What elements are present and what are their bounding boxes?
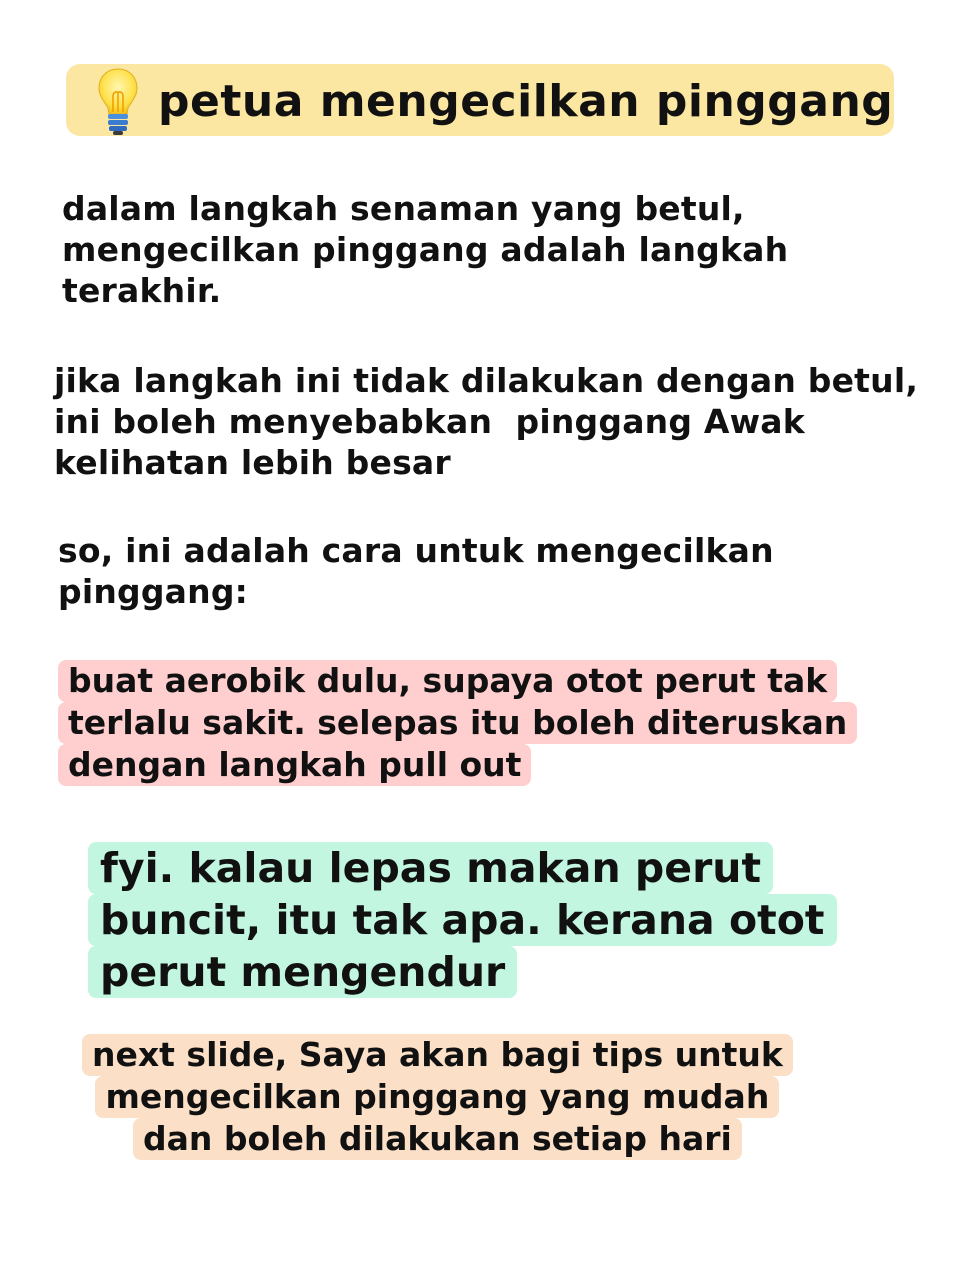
next-slide-highlight-peach bbox=[82, 1034, 793, 1160]
text-line: so, ini adalah cara untuk mengecilkan bbox=[58, 531, 774, 570]
text-line: mengecilkan pinggang adalah langkah bbox=[62, 230, 789, 269]
paragraph-warning bbox=[54, 360, 918, 483]
highlight-line: dan boleh dilakukan setiap hari bbox=[133, 1118, 742, 1160]
highlight-line: dengan langkah pull out bbox=[58, 744, 531, 786]
highlight-line: perut mengendur bbox=[88, 946, 517, 998]
paragraph-howto bbox=[58, 530, 774, 612]
highlight-line: fyi. kalau lepas makan perut bbox=[88, 842, 773, 894]
highlight-line: next slide, Saya akan bagi tips untuk bbox=[82, 1034, 793, 1076]
page-title: petua mengecilkan pinggang bbox=[158, 76, 894, 127]
lightbulb-icon bbox=[96, 66, 140, 136]
text-line: jika langkah ini tidak dilakukan dengan betul, bbox=[54, 361, 919, 400]
paragraph-intro bbox=[62, 188, 788, 311]
highlight-line: buncit, itu tak apa. kerana otot bbox=[88, 894, 837, 946]
highlight-line: mengecilkan pinggang yang mudah bbox=[95, 1076, 779, 1118]
text-line: pinggang: bbox=[58, 572, 249, 611]
note-highlight-mint bbox=[88, 842, 837, 998]
tip-highlight-pink bbox=[58, 660, 857, 786]
highlight-line: buat aerobik dulu, supaya otot perut tak bbox=[58, 660, 837, 702]
highlight-line: terlalu sakit. selepas itu boleh diteruskan bbox=[58, 702, 857, 744]
text-line: kelihatan lebih besar bbox=[54, 443, 451, 482]
text-line: dalam langkah senaman yang betul, bbox=[62, 189, 745, 228]
text-line: terakhir. bbox=[62, 271, 222, 310]
text-line: ini boleh menyebabkan pinggang Awak bbox=[54, 402, 805, 441]
